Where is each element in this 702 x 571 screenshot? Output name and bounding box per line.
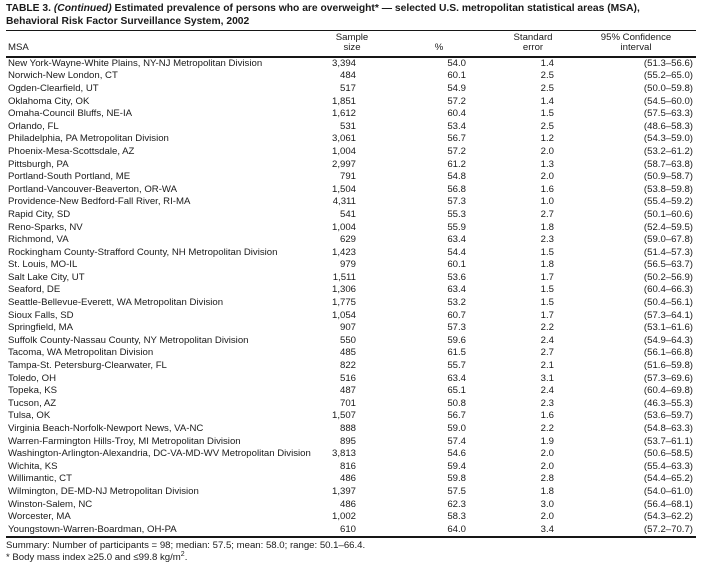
confidence-interval-cell: (60.4–69.8) <box>643 385 693 397</box>
percent-cell: 54.0 <box>447 57 466 69</box>
table-row <box>6 461 696 474</box>
msa-cell: Virginia Beach-Norfolk-Newport News, VA-NC <box>8 423 204 434</box>
col-header-se-line1: Standard <box>513 31 553 43</box>
msa-cell: St. Louis, MO-IL <box>8 259 78 271</box>
percent-cell: 55.9 <box>447 221 466 233</box>
confidence-interval-cell: (54.3–62.2) <box>643 511 693 523</box>
confidence-interval-cell: (51.6–59.8) <box>643 360 693 372</box>
confidence-interval-cell: (57.3–64.1) <box>643 309 693 321</box>
sample-size-cell: 1,306 <box>331 284 356 296</box>
msa-cell: Salt Lake City, UT <box>8 271 85 283</box>
msa-cell: Rockingham County-Strafford County, NH Metropolitan Division <box>8 246 278 258</box>
standard-error-cell: 1.8 <box>540 221 554 233</box>
table-row <box>6 209 696 222</box>
msa-cell: Omaha-Council Bluffs, NE-IA <box>8 108 133 120</box>
sample-size-cell: 1,423 <box>331 246 356 258</box>
confidence-interval-cell: (50.9–58.7) <box>643 171 693 183</box>
table-row <box>6 335 696 348</box>
confidence-interval-cell: (54.5–60.0) <box>643 95 693 107</box>
msa-cell: Youngstown-Warren-Boardman, OH-PA <box>8 523 177 535</box>
percent-cell: 61.2 <box>447 158 466 170</box>
col-header-msa <box>6 31 316 57</box>
standard-error-cell: 1.6 <box>540 183 554 195</box>
confidence-interval-cell: (59.0–67.8) <box>643 234 693 246</box>
col-header-confidence-interval <box>576 31 696 57</box>
table-row <box>6 121 696 134</box>
table-row <box>6 70 696 83</box>
table-row <box>6 448 696 461</box>
confidence-interval-cell: (53.8–59.8) <box>643 183 693 195</box>
standard-error-cell: 1.5 <box>540 246 554 258</box>
col-header-sample-line1: Sample <box>335 31 369 43</box>
col-header-percent-label: % <box>434 42 444 54</box>
percent-cell: 56.8 <box>447 183 466 195</box>
standard-error-cell: 2.5 <box>540 82 554 94</box>
percent-cell: 60.1 <box>447 70 466 82</box>
col-header-percent <box>388 31 490 57</box>
confidence-interval-cell: (53.6–59.7) <box>643 410 693 422</box>
percent-cell: 54.6 <box>447 448 466 460</box>
confidence-interval-cell: (56.4–68.1) <box>643 498 693 510</box>
footnote-superscript: 2 <box>180 550 185 558</box>
table-row <box>6 473 696 486</box>
confidence-interval-cell: (53.7–61.1) <box>643 435 693 447</box>
msa-cell: Worcester, MA <box>8 511 71 523</box>
confidence-interval-cell: (56.1–66.8) <box>643 347 693 359</box>
standard-error-cell: 2.0 <box>540 511 554 523</box>
percent-cell: 59.6 <box>447 334 466 346</box>
table-row <box>6 259 696 272</box>
confidence-interval-cell: (52.4–59.5) <box>643 221 693 233</box>
msa-cell: Ogden-Clearfield, UT <box>8 82 99 94</box>
standard-error-cell: 2.7 <box>540 208 554 220</box>
msa-cell: Portland-South Portland, ME <box>8 171 131 183</box>
standard-error-cell: 2.1 <box>540 360 554 372</box>
percent-cell: 50.8 <box>447 397 466 409</box>
msa-cell: Topeka, KS <box>8 385 58 397</box>
msa-cell: Washington-Arlington-Alexandria, DC-VA-MD-WV Metropolitan Division <box>8 448 311 460</box>
table-row <box>6 159 696 172</box>
table-row <box>6 410 696 423</box>
confidence-interval-cell: (53.1–61.6) <box>643 322 693 334</box>
table-row <box>6 146 696 159</box>
table-row <box>6 196 696 209</box>
sample-size-cell: 1,851 <box>331 95 356 107</box>
msa-cell: Portland-Vancouver-Beaverton, OR-WA <box>8 183 178 195</box>
sample-size-cell: 531 <box>339 120 356 132</box>
table-row <box>6 247 696 260</box>
standard-error-cell: 1.8 <box>540 259 554 271</box>
table-row <box>6 398 696 411</box>
footnote-line <box>6 552 696 564</box>
confidence-interval-cell: (56.5–63.7) <box>643 259 693 271</box>
table-row <box>6 297 696 310</box>
msa-cell: Richmond, VA <box>8 234 69 246</box>
msa-cell: Oklahoma City, OK <box>8 95 90 107</box>
confidence-interval-cell: (46.3–55.3) <box>643 397 693 409</box>
sample-size-cell: 1,507 <box>331 410 356 422</box>
confidence-interval-cell: (54.3–59.0) <box>643 133 693 145</box>
sample-size-cell: 3,394 <box>331 57 356 69</box>
msa-cell: Seaford, DE <box>8 284 61 296</box>
msa-cell: Wichita, KS <box>8 460 58 472</box>
percent-cell: 60.4 <box>447 108 466 120</box>
standard-error-cell: 1.5 <box>540 108 554 120</box>
percent-cell: 64.0 <box>447 523 466 535</box>
confidence-interval-cell: (57.5–63.3) <box>643 108 693 120</box>
title-continued: (Continued) <box>53 3 112 14</box>
col-header-sample-line2: size <box>343 42 361 54</box>
confidence-interval-cell: (50.4–56.1) <box>643 297 693 309</box>
sample-size-cell: 550 <box>339 334 356 346</box>
confidence-interval-cell: (55.4–59.2) <box>643 196 693 208</box>
title-prefix: TABLE 3. <box>6 3 54 14</box>
sample-size-cell: 487 <box>339 385 356 397</box>
sample-size-cell: 3,813 <box>331 448 356 460</box>
msa-cell: Toledo, OH <box>8 372 56 384</box>
standard-error-cell: 2.7 <box>540 347 554 359</box>
col-header-se-line2: error <box>522 42 544 54</box>
table-row <box>6 133 696 146</box>
sample-size-cell: 979 <box>339 259 356 271</box>
percent-cell: 56.7 <box>447 410 466 422</box>
table-row <box>6 511 696 524</box>
sample-size-cell: 4,311 <box>332 196 356 208</box>
sample-size-cell: 486 <box>339 498 356 510</box>
percent-cell: 56.7 <box>447 133 466 145</box>
sample-size-cell: 484 <box>339 70 356 82</box>
percent-cell: 57.4 <box>447 435 466 447</box>
sample-size-cell: 1,612 <box>331 108 356 120</box>
sample-size-cell: 907 <box>339 322 356 334</box>
percent-cell: 54.4 <box>447 246 466 258</box>
standard-error-cell: 1.7 <box>540 309 554 321</box>
standard-error-cell: 1.2 <box>540 133 554 145</box>
table-row <box>6 272 696 285</box>
title-rest: Estimated prevalence of persons who are overweight* — selected U.S. metropolitan statistical areas (MSA), <box>111 3 640 14</box>
percent-cell: 60.1 <box>447 259 466 271</box>
footnote-period: . <box>184 551 188 563</box>
table-title-line2: Behavioral Risk Factor Surveillance System, 2002 <box>6 15 250 27</box>
standard-error-cell: 2.0 <box>540 171 554 183</box>
msa-cell: Pittsburgh, PA <box>8 158 69 170</box>
standard-error-cell: 1.4 <box>540 57 554 69</box>
confidence-interval-cell: (54.4–65.2) <box>643 473 693 485</box>
confidence-interval-cell: (50.1–60.6) <box>643 208 693 220</box>
table-row <box>6 284 696 297</box>
table-header <box>6 31 696 57</box>
sample-size-cell: 1,511 <box>332 271 356 283</box>
confidence-interval-cell: (55.2–65.0) <box>643 70 693 82</box>
summary-line: Summary: Number of participants = 98; median: 57.5; mean: 58.0; range: 50.1–66.4. <box>6 540 366 552</box>
confidence-interval-cell: (54.8–63.3) <box>643 423 693 434</box>
confidence-interval-cell: (50.6–58.5) <box>643 448 693 460</box>
sample-size-cell: 895 <box>339 435 356 447</box>
standard-error-cell: 2.0 <box>540 448 554 460</box>
sample-size-cell: 888 <box>339 423 356 434</box>
table-row <box>6 373 696 386</box>
confidence-interval-cell: (50.2–56.9) <box>643 271 693 283</box>
col-header-standard-error <box>490 31 576 57</box>
confidence-interval-cell: (54.0–61.0) <box>643 485 693 497</box>
percent-cell: 57.3 <box>447 322 466 334</box>
sample-size-cell: 2,997 <box>331 158 356 170</box>
table-row <box>6 108 696 121</box>
msa-cell: Willimantic, CT <box>8 473 72 485</box>
confidence-interval-cell: (60.4–66.3) <box>643 284 693 296</box>
standard-error-cell: 1.8 <box>540 485 554 497</box>
confidence-interval-cell: (51.4–57.3) <box>643 246 693 258</box>
msa-cell: Warren-Farmington Hills-Troy, MI Metropolitan Division <box>8 435 241 447</box>
standard-error-cell: 2.3 <box>540 397 554 409</box>
confidence-interval-cell: (58.7–63.8) <box>643 158 693 170</box>
confidence-interval-cell: (51.3–56.6) <box>643 57 693 69</box>
sample-size-cell: 610 <box>339 523 356 535</box>
standard-error-cell: 1.4 <box>540 95 554 107</box>
msa-cell: Providence-New Bedford-Fall River, RI-MA <box>8 196 191 208</box>
standard-error-cell: 2.0 <box>540 460 554 472</box>
msa-cell: Philadelphia, PA Metropolitan Division <box>8 133 169 145</box>
msa-cell: Rapid City, SD <box>8 208 71 220</box>
msa-cell: Phoenix-Mesa-Scottsdale, AZ <box>8 145 135 157</box>
table-row <box>6 57 696 71</box>
percent-cell: 63.4 <box>447 284 466 296</box>
table-row <box>6 310 696 323</box>
msa-cell: Wilmington, DE-MD-NJ Metropolitan Division <box>8 485 199 497</box>
standard-error-cell: 1.3 <box>540 158 554 170</box>
percent-cell: 59.8 <box>447 473 466 485</box>
sample-size-cell: 1,504 <box>331 183 356 195</box>
table-row <box>6 347 696 360</box>
sample-size-cell: 485 <box>339 347 356 359</box>
percent-cell: 65.1 <box>447 385 466 397</box>
confidence-interval-cell: (50.0–59.8) <box>643 82 693 94</box>
table-row <box>6 524 696 538</box>
sample-size-cell: 1,775 <box>331 297 356 309</box>
sample-size-cell: 1,397 <box>331 485 356 497</box>
sample-size-cell: 1,002 <box>331 511 356 523</box>
table-row <box>6 171 696 184</box>
sample-size-cell: 541 <box>339 208 356 220</box>
percent-cell: 53.4 <box>447 120 466 132</box>
msa-cell: Seattle-Bellevue-Everett, WA Metropolitan Division <box>8 297 224 309</box>
msa-cell: Sioux Falls, SD <box>8 309 74 321</box>
table-row <box>6 423 696 436</box>
table-row <box>6 499 696 512</box>
percent-cell: 57.5 <box>447 485 466 497</box>
table-row <box>6 385 696 398</box>
confidence-interval-cell: (55.4–63.3) <box>643 460 693 472</box>
confidence-interval-cell: (53.2–61.2) <box>643 145 693 157</box>
sample-size-cell: 486 <box>339 473 356 485</box>
table-body <box>6 57 696 538</box>
table-row <box>6 234 696 247</box>
msa-cell: Reno-Sparks, NV <box>8 221 83 233</box>
table-row <box>6 322 696 335</box>
prevalence-table <box>6 31 696 539</box>
standard-error-cell: 2.4 <box>540 385 554 397</box>
standard-error-cell: 2.0 <box>540 145 554 157</box>
percent-cell: 54.9 <box>447 82 466 94</box>
msa-cell: Springfield, MA <box>8 322 74 334</box>
sample-size-cell: 791 <box>339 171 356 183</box>
confidence-interval-cell: (54.9–64.3) <box>643 334 693 346</box>
standard-error-cell: 2.2 <box>540 322 554 334</box>
msa-cell: New York-Wayne-White Plains, NY-NJ Metropolitan Division <box>8 57 263 69</box>
msa-cell: Orlando, FL <box>8 120 59 132</box>
standard-error-cell: 3.1 <box>540 372 554 384</box>
sample-size-cell: 1,004 <box>331 221 356 233</box>
standard-error-cell: 2.8 <box>540 473 554 485</box>
standard-error-cell: 1.9 <box>540 435 554 447</box>
footnote-text: * Body mass index ≥25.0 and ≤99.8 kg/m <box>6 551 181 563</box>
percent-cell: 53.6 <box>447 271 466 283</box>
sample-size-cell: 822 <box>339 360 356 372</box>
sample-size-cell: 1,004 <box>331 145 356 157</box>
percent-cell: 59.0 <box>447 423 466 434</box>
standard-error-cell: 1.6 <box>540 410 554 422</box>
standard-error-cell: 1.0 <box>540 196 554 208</box>
standard-error-cell: 1.5 <box>540 284 554 296</box>
standard-error-cell: 2.3 <box>540 234 554 246</box>
msa-cell: Tucson, AZ <box>8 397 57 409</box>
percent-cell: 63.4 <box>447 372 466 384</box>
percent-cell: 53.2 <box>447 297 466 309</box>
percent-cell: 63.4 <box>447 234 466 246</box>
sample-size-cell: 3,061 <box>331 133 356 145</box>
standard-error-cell: 2.2 <box>540 423 554 434</box>
table-title <box>6 3 696 16</box>
percent-cell: 55.3 <box>447 208 466 220</box>
col-header-sample-size <box>316 31 388 57</box>
msa-cell: Tampa-St. Petersburg-Clearwater, FL <box>8 360 167 372</box>
table-row <box>6 486 696 499</box>
table-row <box>6 83 696 96</box>
msa-cell: Suffolk County-Nassau County, NY Metropolitan Division <box>8 334 249 346</box>
standard-error-cell: 2.5 <box>540 120 554 132</box>
sample-size-cell: 517 <box>339 82 356 94</box>
confidence-interval-cell: (57.2–70.7) <box>643 523 693 535</box>
standard-error-cell: 3.0 <box>540 498 554 510</box>
msa-cell: Tulsa, OK <box>8 410 51 422</box>
confidence-interval-cell: (48.6–58.3) <box>643 120 693 132</box>
standard-error-cell: 2.4 <box>540 334 554 346</box>
col-header-ci-line2: interval <box>620 42 652 54</box>
percent-cell: 55.7 <box>447 360 466 372</box>
percent-cell: 57.2 <box>447 145 466 157</box>
sample-size-cell: 816 <box>339 460 356 472</box>
msa-cell: Winston-Salem, NC <box>8 498 93 510</box>
sample-size-cell: 701 <box>339 397 356 409</box>
sample-size-cell: 1,054 <box>331 309 356 321</box>
percent-cell: 61.5 <box>447 347 466 359</box>
sample-size-cell: 629 <box>339 234 356 246</box>
standard-error-cell: 1.5 <box>540 297 554 309</box>
percent-cell: 57.2 <box>447 95 466 107</box>
msa-cell: Norwich-New London, CT <box>8 70 118 82</box>
confidence-interval-cell: (57.3–69.6) <box>643 372 693 384</box>
percent-cell: 58.3 <box>447 511 466 523</box>
msa-cell: Tacoma, WA Metropolitan Division <box>8 347 154 359</box>
header-row <box>6 31 696 57</box>
standard-error-cell: 1.7 <box>540 271 554 283</box>
table-row <box>6 96 696 109</box>
table-row <box>6 360 696 373</box>
standard-error-cell: 2.5 <box>540 70 554 82</box>
sample-size-cell: 516 <box>339 372 356 384</box>
col-header-ci-line1: 95% Confidence <box>600 31 672 43</box>
percent-cell: 54.8 <box>447 171 466 183</box>
table-row <box>6 184 696 197</box>
percent-cell: 62.3 <box>447 498 466 510</box>
col-header-msa-label: MSA <box>8 42 29 54</box>
table-row <box>6 222 696 235</box>
table-row <box>6 436 696 449</box>
standard-error-cell: 3.4 <box>540 523 554 535</box>
percent-cell: 60.7 <box>447 309 466 321</box>
percent-cell: 59.4 <box>447 460 466 472</box>
percent-cell: 57.3 <box>447 196 466 208</box>
